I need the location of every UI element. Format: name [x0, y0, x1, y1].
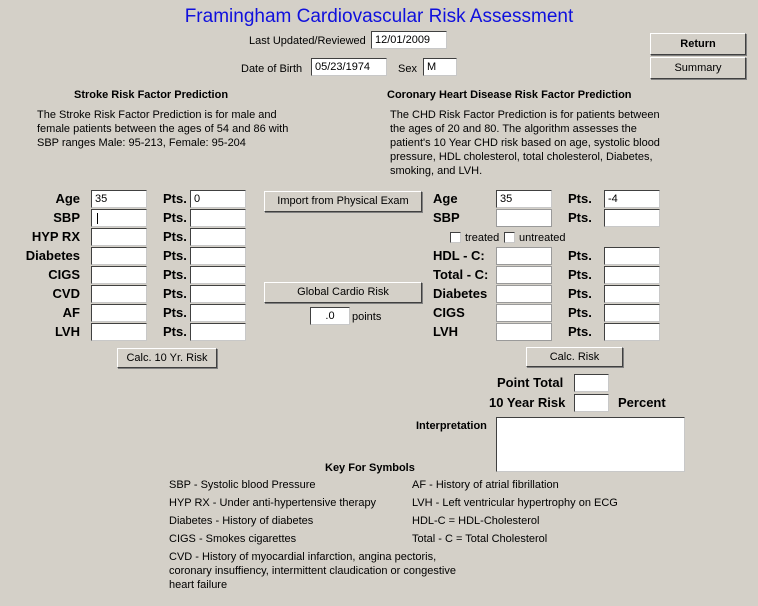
- stroke-pts-label: Pts.: [163, 248, 187, 263]
- stroke-pts-label: Pts.: [163, 229, 187, 244]
- stroke-diabetes-label: Diabetes: [25, 248, 80, 263]
- stroke-sbp-label: SBP: [53, 210, 80, 225]
- global-cardio-risk-button[interactable]: Global Cardio Risk: [264, 282, 422, 303]
- chd-description: [390, 108, 660, 178]
- treated-label: treated: [465, 232, 500, 244]
- key-item: LVH - Left ventricular hypertrophy on ECG: [412, 497, 618, 509]
- key-item: Total - C = Total Cholesterol: [412, 533, 548, 545]
- chd-desc-line: pressure, HDL cholesterol, total cholesterol, Diabetes,: [390, 151, 653, 163]
- chd-cigs-label: CIGS: [433, 305, 465, 320]
- points-label: points: [352, 311, 382, 323]
- interpretation-field[interactable]: [496, 417, 685, 472]
- stroke-age-label: Age: [55, 191, 80, 206]
- key-item: SBP - Systolic blood Pressure: [169, 479, 316, 491]
- chd-desc-line: The CHD Risk Factor Prediction is for patients between: [390, 109, 660, 121]
- stroke-lvh-field[interactable]: [91, 323, 147, 341]
- last-updated-field[interactable]: 12/01/2009: [371, 31, 447, 49]
- stroke-age-pts[interactable]: 0: [190, 190, 246, 208]
- text-caret: [97, 213, 98, 224]
- treated-checkbox[interactable]: [450, 232, 461, 243]
- stroke-age-field[interactable]: 35: [91, 190, 147, 208]
- chd-cigs-pts[interactable]: [604, 304, 660, 322]
- ten-year-risk-field[interactable]: [574, 394, 609, 412]
- stroke-af-label: AF: [62, 305, 80, 320]
- chd-pts-label: Pts.: [568, 324, 592, 339]
- chd-hdl-pts[interactable]: [604, 247, 660, 265]
- chd-pts-label: Pts.: [568, 267, 592, 282]
- chd-desc-line: smoking, and LVH.: [390, 165, 483, 177]
- stroke-pts-label: Pts.: [163, 267, 187, 282]
- point-total-label: Point Total: [497, 375, 564, 390]
- stroke-af-field[interactable]: [91, 304, 147, 322]
- calc-10-yr-risk-button[interactable]: Calc. 10 Yr. Risk: [117, 348, 217, 368]
- key-item: HDL-C = HDL-Cholesterol: [412, 515, 540, 527]
- chd-pts-label: Pts.: [568, 191, 592, 206]
- chd-pts-label: Pts.: [568, 305, 592, 320]
- import-physical-exam-button[interactable]: Import from Physical Exam: [264, 191, 422, 212]
- stroke-cigs-field[interactable]: [91, 266, 147, 284]
- stroke-cigs-label: CIGS: [48, 267, 80, 282]
- stroke-sbp-field[interactable]: [91, 209, 147, 227]
- key-item: Diabetes - History of diabetes: [169, 515, 314, 527]
- stroke-desc-line: The Stroke Risk Factor Prediction is for male and: [37, 109, 277, 121]
- stroke-desc-line: female patients between the ages of 54 and 86 with: [37, 123, 289, 135]
- key-item: heart failure: [169, 579, 228, 591]
- stroke-pts-label: Pts.: [163, 286, 187, 301]
- chd-age-pts[interactable]: -4: [604, 190, 660, 208]
- chd-sbp-pts[interactable]: [604, 209, 660, 227]
- key-item: AF - History of atrial fibrillation: [412, 479, 559, 491]
- last-updated-label: Last Updated/Reviewed: [249, 35, 366, 47]
- summary-button[interactable]: Summary: [650, 57, 746, 79]
- sex-field[interactable]: M: [423, 58, 457, 76]
- key-item: HYP RX - Under anti-hypertensive therapy: [169, 497, 377, 509]
- stroke-lvh-label: LVH: [54, 324, 80, 339]
- interpretation-label: Interpretation: [416, 420, 487, 432]
- chd-lvh-field[interactable]: [496, 323, 552, 341]
- stroke-diabetes-pts[interactable]: [190, 247, 246, 265]
- chd-desc-line: the ages of 20 and 80. The algorithm assesses the: [390, 123, 637, 135]
- stroke-pts-label: Pts.: [163, 324, 187, 339]
- key-item: CVD - History of myocardial infarction, angina pectoris,: [169, 551, 437, 563]
- ten-year-risk-label: 10 Year Risk: [489, 395, 566, 410]
- chd-diabetes-pts[interactable]: [604, 285, 660, 303]
- stroke-hyprx-pts[interactable]: [190, 228, 246, 246]
- chd-pts-label: Pts.: [568, 210, 592, 225]
- stroke-cvd-field[interactable]: [91, 285, 147, 303]
- chd-pts-label: Pts.: [568, 286, 592, 301]
- chd-diabetes-label: Diabetes: [433, 286, 488, 301]
- chd-lvh-pts[interactable]: [604, 323, 660, 341]
- dob-field[interactable]: 05/23/1974: [311, 58, 387, 76]
- chd-total-c-pts[interactable]: [604, 266, 660, 284]
- untreated-checkbox[interactable]: [504, 232, 515, 243]
- stroke-pts-label: Pts.: [163, 210, 187, 225]
- chd-total-c-field[interactable]: [496, 266, 552, 284]
- stroke-heading: Stroke Risk Factor Prediction: [74, 89, 229, 101]
- stroke-description: [37, 108, 288, 150]
- chd-hdl-label: HDL - C:: [433, 248, 485, 263]
- percent-label: Percent: [618, 395, 666, 410]
- chd-diabetes-field[interactable]: [496, 285, 552, 303]
- stroke-diabetes-field[interactable]: [91, 247, 147, 265]
- key-item: coronary insuffiency, intermittent claudication or congestive: [169, 565, 456, 577]
- stroke-lvh-pts[interactable]: [190, 323, 246, 341]
- stroke-sbp-pts[interactable]: [190, 209, 246, 227]
- key-heading: Key For Symbols: [325, 462, 415, 474]
- chd-age-field[interactable]: 35: [496, 190, 552, 208]
- page-title: Framingham Cardiovascular Risk Assessment: [184, 6, 574, 27]
- stroke-cvd-label: CVD: [52, 286, 80, 301]
- dob-label: Date of Birth: [241, 63, 303, 75]
- sex-label: Sex: [398, 63, 417, 75]
- calc-risk-button[interactable]: Calc. Risk: [526, 347, 623, 367]
- stroke-af-pts[interactable]: [190, 304, 246, 322]
- point-total-field[interactable]: [574, 374, 609, 392]
- chd-cigs-field[interactable]: [496, 304, 552, 322]
- chd-pts-label: Pts.: [568, 248, 592, 263]
- chd-heading: Coronary Heart Disease Risk Factor Prediction: [387, 89, 632, 101]
- stroke-cigs-pts[interactable]: [190, 266, 246, 284]
- untreated-label: untreated: [519, 232, 566, 244]
- stroke-pts-label: Pts.: [163, 305, 187, 320]
- global-points-field[interactable]: .0: [310, 307, 350, 325]
- stroke-desc-line: SBP ranges Male: 95-213, Female: 95-204: [37, 137, 246, 149]
- chd-sbp-label: SBP: [433, 210, 460, 225]
- chd-age-label: Age: [433, 191, 458, 206]
- chd-hdl-field[interactable]: [496, 247, 552, 265]
- stroke-hyprx-field[interactable]: [91, 228, 147, 246]
- chd-total-c-label: Total - C:: [433, 267, 489, 282]
- key-item: CIGS - Smokes cigarettes: [169, 533, 297, 545]
- chd-sbp-field[interactable]: [496, 209, 552, 227]
- stroke-hyprx-label: HYP RX: [31, 229, 80, 244]
- stroke-pts-label: Pts.: [163, 191, 187, 206]
- stroke-cvd-pts[interactable]: [190, 285, 246, 303]
- chd-desc-line: patient's 10 Year CHD risk based on age, systolic blood: [390, 137, 660, 149]
- return-button[interactable]: Return: [650, 33, 746, 55]
- chd-lvh-label: LVH: [433, 324, 459, 339]
